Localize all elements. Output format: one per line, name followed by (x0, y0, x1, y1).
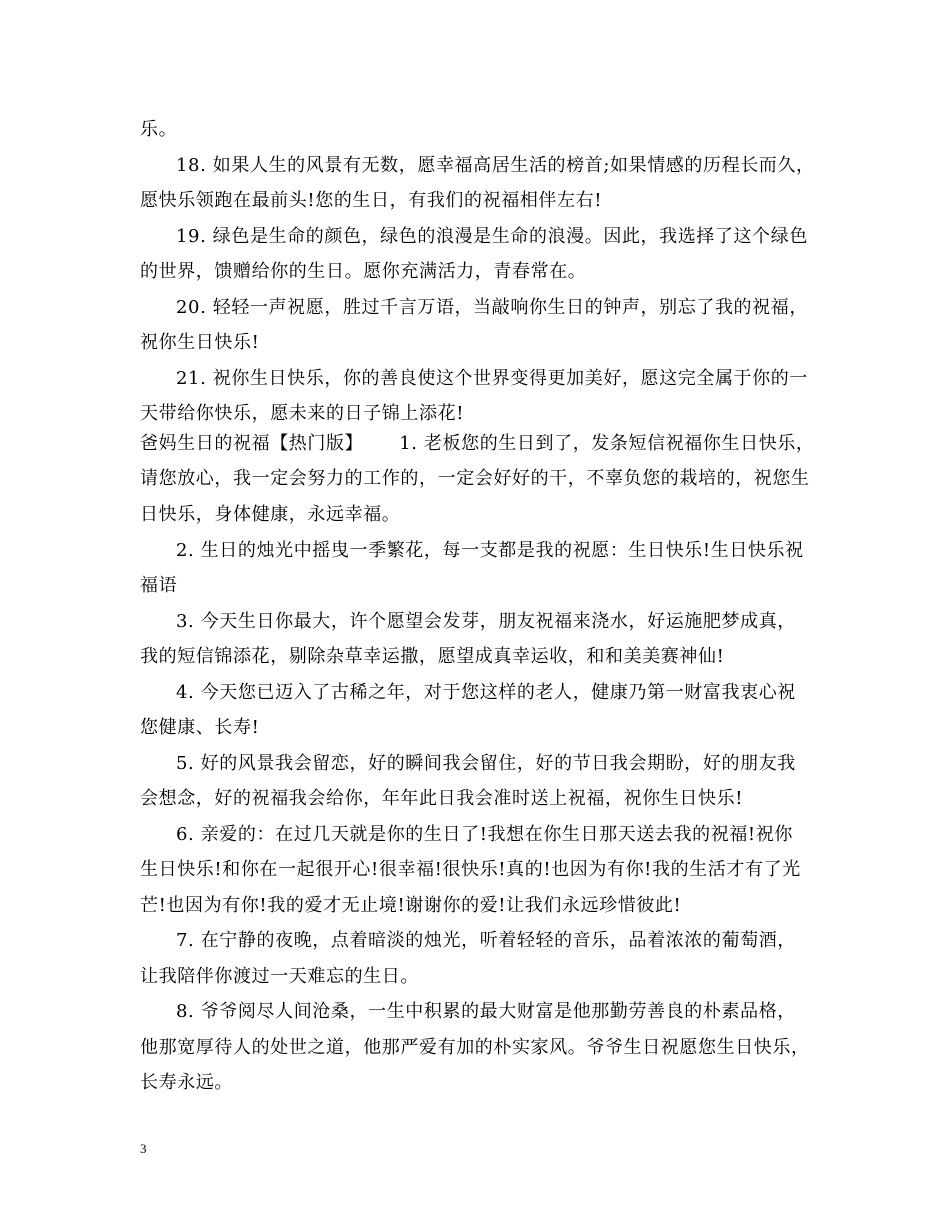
text-line: 日快乐，身体健康，永远幸福。 (140, 504, 401, 525)
text-line: 您健康、长寿! (140, 717, 260, 738)
text-line: 21. 祝你生日快乐，你的善良使这个世界变得更加美好，愿这完全属于你的一 (176, 368, 808, 389)
text-line: 4. 今天您已迈入了古稀之年，对于您这样的老人，健康乃第一财富我衷心祝 (176, 682, 796, 703)
text-line: 福语 (140, 575, 178, 596)
text-line: 他那宽厚待人的处世之道，他那严爱有加的朴实家风。爷爷生日祝愿您生日快乐， (140, 1037, 810, 1058)
text-line: 祝你生日快乐! (140, 332, 260, 353)
section-heading-line (140, 431, 820, 457)
text-line: 会想念，好的祝福我会给你，年年此日我会准时送上祝福，祝你生日快乐! (140, 788, 744, 809)
page-number: 3 (140, 1141, 147, 1156)
text-line: 请您放心，我一定会努力的工作的，一定会好好的干，不辜负您的栽培的，祝您生 (140, 468, 810, 489)
text-line: 生日快乐!和你在一起很开心!很幸福!很快乐!真的!也因为有你!我的生活才有了光 (140, 859, 801, 880)
text-line: 芒!也因为有你!我的爱才无止境!谢谢你的爱!让我们永远珍惜彼此! (140, 895, 682, 916)
text-line: 19. 绿色是生命的颜色，绿色的浪漫是生命的浪漫。因此，我选择了这个绿色 (176, 226, 808, 247)
text-line: 1. 老板您的生日到了，发条短信祝福你生日快乐， (399, 433, 815, 454)
text-line: 愿快乐领跑在最前头!您的生日，有我们的祝福相伴左右! (140, 190, 603, 211)
text-line: 2. 生日的烛光中摇曳一季繁花，每一支都是我的祝愿：生日快乐!生日快乐祝 (176, 540, 804, 561)
text-line: 18. 如果人生的风景有无数，愿幸福高居生活的榜首;如果情感的历程长而久， (176, 155, 815, 176)
text-line: 7. 在宁静的夜晚，点着暗淡的烛光，听着轻轻的音乐，品着浓浓的葡萄酒， (176, 930, 796, 951)
text-line: 的世界，馈赠给你的生日。愿你充满活力，青春常在。 (140, 261, 587, 282)
text-line: 乐。 (140, 119, 178, 140)
text-line: 3. 今天生日你最大，许个愿望会发芽，朋友祝福来浇水，好运施肥梦成真， (176, 611, 796, 632)
text-line: 我的短信锦添花，剔除杂草幸运撒，愿望成真幸运收，和和美美赛神仙! (140, 646, 725, 667)
text-line: 长寿永远。 (140, 1072, 233, 1093)
text-line: 6. 亲爱的：在过几天就是你的生日了!我想在你生日那天送去我的祝福!祝你 (176, 824, 793, 845)
section-heading: 爸妈生日的祝福【热门版】 (140, 433, 364, 454)
text-line: 8. 爷爷阅尽人间沧桑，一生中积累的最大财富是他那勤劳善良的朴素品格， (176, 1001, 796, 1022)
text-line: 20. 轻轻一声祝愿，胜过千言万语，当敲响你生日的钟声，别忘了我的祝福， (176, 297, 808, 318)
text-line: 让我陪伴你渡过一天难忘的生日。 (140, 966, 419, 987)
text-line: 天带给你快乐，愿未来的日子锦上添花! (140, 403, 465, 424)
text-line: 5. 好的风景我会留恋，好的瞬间我会留住，好的节日我会期盼，好的朋友我 (176, 753, 796, 774)
